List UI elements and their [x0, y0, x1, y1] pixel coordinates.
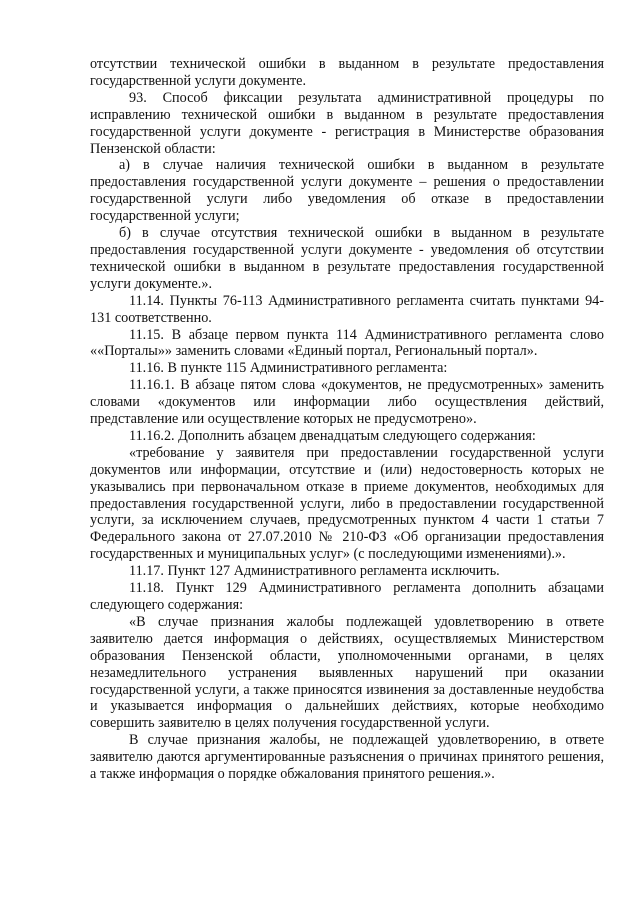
paragraph-93: 93. Способ фиксации результата административной процедуры по исправлению технической ошибки в выданном в результате предоставления государственной услуги документе - регистрация в Министерстве образования Пензенской области: — [90, 89, 604, 157]
paragraph-quote-complaint-rejected: В случае признания жалобы, не подлежащей удовлетворению, в ответе заявителю даются аргументированные разъяснения о причинах принятого решения, а также информация о порядке обжалования принятого решения.». — [90, 732, 604, 783]
paragraph-11-18: 11.18. Пункт 129 Административного регламента дополнить абзацами следующего содержания: — [90, 580, 604, 613]
paragraph-11-16-1: 11.16.1. В абзаце пятом слова «документов, не предусмотренных» заменить словами «документов или информации либо осуществления действий, представление или осуществление которых не предусмотрено». — [90, 377, 604, 428]
paragraph-continuation: отсутствии технической ошибки в выданном в результате предоставления государственной услуги документе. — [90, 56, 604, 89]
paragraph-11-17: 11.17. Пункт 127 Административного регламента исключить. — [129, 563, 500, 580]
paragraph-quote-complaint-satisfied: «В случае признания жалобы подлежащей удовлетворению в ответе заявителю дается информация о действиях, осуществляемых Министерством образования Пензенской области, уполномоченными органами, в целях незамедлительного устранения выявленных нарушений при оказании государственной услуги, а также приносятся извинения за доставленные неудобства и указывается информация о дальнейших действиях, которые необходимо совершить заявителю в целях получения государственной услуги. — [90, 613, 604, 732]
paragraph-11-15: 11.15. В абзаце первом пункта 114 Административного регламента слово ««Порталы»» заменить словами «Единый портал, Региональный портал». — [90, 326, 604, 360]
paragraph-93-b: б) в случае отсутствия технической ошибки в выданном в результате предоставления государственной услуги документе - уведомления об отсутствии технической ошибки в выданном в результате предоставления государственной услуги документе.». — [90, 225, 604, 292]
paragraph-93-a: а) в случае наличия технической ошибки в выданном в результате предоставления государственной услуги документе – решения о предоставлении государственной услуги либо уведомления об отказе в предоставлении государственной услуги; — [90, 157, 604, 225]
document-page — [90, 56, 604, 783]
paragraph-11-16: 11.16. В пункте 115 Административного регламента: — [129, 360, 448, 377]
paragraph-11-16-2: 11.16.2. Дополнить абзацем двенадцатым следующего содержания: — [129, 427, 536, 444]
paragraph-11-14: 11.14. Пункты 76-113 Административного регламента считать пунктами 94-131 соответственно. — [90, 292, 604, 326]
paragraph-quote-requirement: «требование у заявителя при предоставлении государственной услуги документов или информации, отсутствие и (или) недостоверность которых не указывались при первоначальном отказе в приеме документов, необходимых для предоставления государственной услуги, либо в предоставлении государственной услуги, за исключением случаев, предусмотренных пунктом 4 части 1 статьи 7 Федерального закона от 27.07.2010 № 210-ФЗ «Об организации предоставления государственных и муниципальных услуг» (с последующими изменениями).». — [90, 444, 604, 563]
